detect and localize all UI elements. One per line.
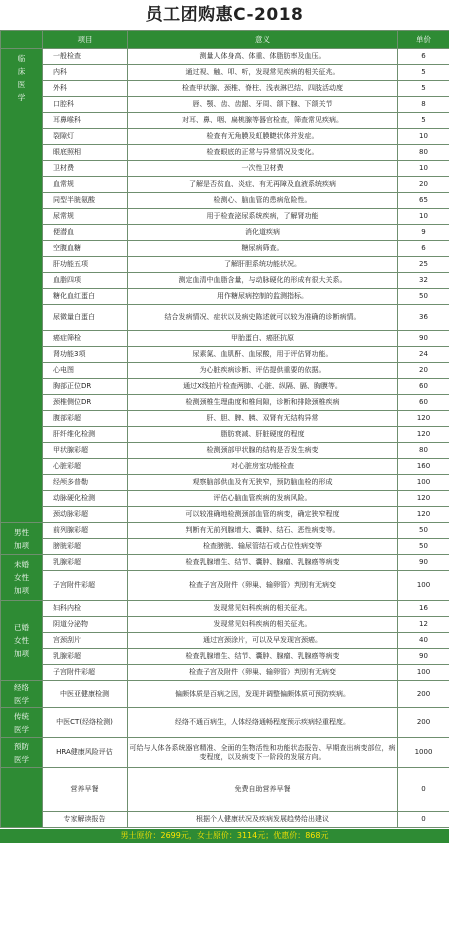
table-row bbox=[1, 443, 449, 459]
price-cell: 36 bbox=[398, 305, 449, 331]
item-cell: 内科 bbox=[43, 65, 128, 81]
meaning-cell: 检测颈椎生理曲度和椎间隙，诊断和排除颈椎疾病 bbox=[128, 395, 398, 411]
category-cell bbox=[1, 768, 43, 828]
table-row bbox=[1, 665, 449, 681]
table-row bbox=[1, 193, 449, 209]
price-cell: 200 bbox=[398, 708, 449, 738]
table-row bbox=[1, 459, 449, 475]
table-row bbox=[1, 379, 449, 395]
price-cell: 100 bbox=[398, 665, 449, 681]
meaning-cell: 了解是否贫血、炎症、有无再障及血液系统疾病 bbox=[128, 177, 398, 193]
category-cell: 已婚 女性 加项 bbox=[1, 601, 43, 681]
table-row bbox=[1, 475, 449, 491]
meaning-cell: 尿素氮、血肌酐、血尿酸，用于评估肾功能。 bbox=[128, 347, 398, 363]
table-row bbox=[1, 555, 449, 571]
price-cell: 40 bbox=[398, 633, 449, 649]
meaning-cell: 对心脏房室功能检查 bbox=[128, 459, 398, 475]
header-price: 单价 bbox=[398, 31, 449, 49]
meaning-cell: 检测颈部甲状腺的结构是否发生病变 bbox=[128, 443, 398, 459]
item-cell: 乳腺彩超 bbox=[43, 555, 128, 571]
price-cell: 50 bbox=[398, 289, 449, 305]
item-cell: 肝纤维化检测 bbox=[43, 427, 128, 443]
item-cell: 裂隙灯 bbox=[43, 129, 128, 145]
meaning-cell: 通过视、触、叩、听，发现常见疾病的相关征兆。 bbox=[128, 65, 398, 81]
price-table bbox=[0, 30, 449, 828]
category-cell: 传统 医学 bbox=[1, 708, 43, 738]
item-cell: 甲状腺彩超 bbox=[43, 443, 128, 459]
item-cell: 子宫附件彩超 bbox=[43, 665, 128, 681]
price-cell: 25 bbox=[398, 257, 449, 273]
table-row bbox=[1, 768, 449, 812]
item-cell: 口腔科 bbox=[43, 97, 128, 113]
item-cell: 乳腺彩超 bbox=[43, 649, 128, 665]
meaning-cell: 检查有无角膜及虹膜睫状体并发症。 bbox=[128, 129, 398, 145]
price-cell: 6 bbox=[398, 241, 449, 257]
meaning-cell: 了解肝胆系统功能状况。 bbox=[128, 257, 398, 273]
price-cell: 5 bbox=[398, 65, 449, 81]
meaning-cell: 糖尿病筛查。 bbox=[128, 241, 398, 257]
meaning-cell: 通过宫颈涂片，可以及早发现宫颈癌。 bbox=[128, 633, 398, 649]
item-cell: 膀胱彩超 bbox=[43, 539, 128, 555]
meaning-cell: 对耳、鼻、咽、扁桃腺等器官检查，筛查常见疾病。 bbox=[128, 113, 398, 129]
price-cell: 80 bbox=[398, 443, 449, 459]
price-cell: 120 bbox=[398, 427, 449, 443]
meaning-cell: 消化道疾病 bbox=[128, 225, 398, 241]
table-row bbox=[1, 571, 449, 601]
price-summary: 男士原价：2699元，女士原价：3114元；优惠价：868元 bbox=[0, 829, 449, 843]
item-cell: 尿微量白蛋白 bbox=[43, 305, 128, 331]
item-cell: 便潜血 bbox=[43, 225, 128, 241]
item-cell: 耳鼻喉科 bbox=[43, 113, 128, 129]
price-cell: 32 bbox=[398, 273, 449, 289]
table-row bbox=[1, 633, 449, 649]
table-row bbox=[1, 601, 449, 617]
table-row bbox=[1, 113, 449, 129]
meaning-cell: 为心脏疾病诊断、评估提供重要的依据。 bbox=[128, 363, 398, 379]
price-cell: 0 bbox=[398, 768, 449, 812]
price-cell: 60 bbox=[398, 379, 449, 395]
header-category bbox=[1, 31, 43, 49]
table-row bbox=[1, 65, 449, 81]
meaning-cell: 检测心、脑血管的患病危险性。 bbox=[128, 193, 398, 209]
table-row bbox=[1, 241, 449, 257]
table-row bbox=[1, 395, 449, 411]
price-cell: 0 bbox=[398, 812, 449, 828]
price-cell: 60 bbox=[398, 395, 449, 411]
item-cell: 眼底照相 bbox=[43, 145, 128, 161]
table-row bbox=[1, 145, 449, 161]
price-cell: 65 bbox=[398, 193, 449, 209]
meaning-cell: 检查膀胱、输尿管结石或占位性病变等 bbox=[128, 539, 398, 555]
table-row bbox=[1, 427, 449, 443]
price-cell: 90 bbox=[398, 555, 449, 571]
table-row bbox=[1, 738, 449, 768]
meaning-cell: 检查乳腺增生、结节、囊肿、腺瘤、乳腺癌等病变 bbox=[128, 649, 398, 665]
table-row bbox=[1, 523, 449, 539]
page-title: 员工团购惠C-2018 bbox=[145, 5, 304, 25]
price-cell: 80 bbox=[398, 145, 449, 161]
price-cell: 10 bbox=[398, 209, 449, 225]
item-cell: 中医亚健康检测 bbox=[43, 681, 128, 708]
table-row bbox=[1, 49, 449, 65]
item-cell: 同型半胱氨酸 bbox=[43, 193, 128, 209]
meaning-cell: 观察脑部供血及有无狭窄，预防脑血栓的形成 bbox=[128, 475, 398, 491]
meaning-cell: 检查乳腺增生、结节、囊肿、腺瘤、乳腺癌等病变 bbox=[128, 555, 398, 571]
price-cell: 120 bbox=[398, 507, 449, 523]
meaning-cell: 可以较准确地检测颈部血管的病变，确定狭窄程度 bbox=[128, 507, 398, 523]
table-header-row bbox=[1, 31, 449, 49]
table-row bbox=[1, 257, 449, 273]
item-cell: 一般检查 bbox=[43, 49, 128, 65]
item-cell: HRA健康风险评估 bbox=[43, 738, 128, 768]
item-cell: 外科 bbox=[43, 81, 128, 97]
price-cell: 120 bbox=[398, 411, 449, 427]
meaning-cell: 用于检查泌尿系统疾病，了解肾功能 bbox=[128, 209, 398, 225]
table-row bbox=[1, 363, 449, 379]
table-row bbox=[1, 411, 449, 427]
item-cell: 心电图 bbox=[43, 363, 128, 379]
meaning-cell: 一次性卫材费 bbox=[128, 161, 398, 177]
header-item: 项目 bbox=[43, 31, 128, 49]
price-cell: 100 bbox=[398, 571, 449, 601]
price-cell: 5 bbox=[398, 113, 449, 129]
price-cell: 1000 bbox=[398, 738, 449, 768]
price-cell: 10 bbox=[398, 161, 449, 177]
table-row bbox=[1, 273, 449, 289]
price-cell: 5 bbox=[398, 81, 449, 97]
table-row bbox=[1, 209, 449, 225]
table-row bbox=[1, 177, 449, 193]
meaning-cell: 脂肪衰减、肝脏硬度的程度 bbox=[128, 427, 398, 443]
item-cell: 肾功能3项 bbox=[43, 347, 128, 363]
meaning-cell: 检查甲状腺、颈椎、脊柱、浅表淋巴结、四肢活动度 bbox=[128, 81, 398, 97]
meaning-cell: 结合发病情况、症状以及病史陈述就可以较为准确的诊断病情。 bbox=[128, 305, 398, 331]
meaning-cell: 检查眼底的正常与异常情况及变化。 bbox=[128, 145, 398, 161]
item-cell: 糖化血红蛋白 bbox=[43, 289, 128, 305]
item-cell: 营养早餐 bbox=[43, 768, 128, 812]
item-cell: 心脏彩超 bbox=[43, 459, 128, 475]
item-cell: 空腹血糖 bbox=[43, 241, 128, 257]
item-cell: 癌症筛检 bbox=[43, 331, 128, 347]
item-cell: 肝功能五项 bbox=[43, 257, 128, 273]
table-row bbox=[1, 491, 449, 507]
category-cell: 预防 医学 bbox=[1, 738, 43, 768]
category-cell: 男性 加项 bbox=[1, 523, 43, 555]
meaning-cell: 肝、胆、脾、胰、双肾有无结构异常 bbox=[128, 411, 398, 427]
meaning-cell: 可给与人体各系统器官精准、全面的生物活性和功能状态报告、早期查出病变部位，病变程度，以及病变下一阶段的发展方向。 bbox=[128, 738, 398, 768]
price-cell: 120 bbox=[398, 491, 449, 507]
item-cell: 中医CT(经络检测) bbox=[43, 708, 128, 738]
meaning-cell: 测定血清中血脂含量，与动脉硬化的形成有很大关系。 bbox=[128, 273, 398, 289]
price-cell: 160 bbox=[398, 459, 449, 475]
table-row bbox=[1, 305, 449, 331]
meaning-cell: 免费自助营养早餐 bbox=[128, 768, 398, 812]
table-row bbox=[1, 507, 449, 523]
meaning-cell: 甲胎蛋白、癌胚抗原 bbox=[128, 331, 398, 347]
item-cell: 子宫附件彩超 bbox=[43, 571, 128, 601]
table-row bbox=[1, 539, 449, 555]
table-row bbox=[1, 812, 449, 828]
price-cell: 12 bbox=[398, 617, 449, 633]
price-cell: 24 bbox=[398, 347, 449, 363]
item-cell: 颈动脉彩超 bbox=[43, 507, 128, 523]
price-cell: 200 bbox=[398, 681, 449, 708]
item-cell: 血常规 bbox=[43, 177, 128, 193]
item-cell: 阴道分泌物 bbox=[43, 617, 128, 633]
table-row bbox=[1, 347, 449, 363]
price-cell: 90 bbox=[398, 649, 449, 665]
price-cell: 50 bbox=[398, 523, 449, 539]
table-row bbox=[1, 225, 449, 241]
meaning-cell: 测量人体身高、体重、体脂肪率及血压。 bbox=[128, 49, 398, 65]
price-cell: 50 bbox=[398, 539, 449, 555]
item-cell: 妇科内检 bbox=[43, 601, 128, 617]
item-cell: 腹部彩超 bbox=[43, 411, 128, 427]
table-row bbox=[1, 617, 449, 633]
item-cell: 颈椎侧位DR bbox=[43, 395, 128, 411]
table-row bbox=[1, 81, 449, 97]
table-row bbox=[1, 708, 449, 738]
item-cell: 前列腺彩超 bbox=[43, 523, 128, 539]
price-cell: 20 bbox=[398, 363, 449, 379]
meaning-cell: 根据个人健康状况及疾病发展趋势给出建议 bbox=[128, 812, 398, 828]
category-cell: 未婚 女性 加项 bbox=[1, 555, 43, 601]
meaning-cell: 判断有无前列腺增大、囊肿、结石、恶性病变等。 bbox=[128, 523, 398, 539]
price-cell: 9 bbox=[398, 225, 449, 241]
meaning-cell: 唇、颚、齿、齿龈、牙周、颌下腺、下颌关节 bbox=[128, 97, 398, 113]
table-row bbox=[1, 161, 449, 177]
meaning-cell: 通过X线拍片检查两肺、心脏、纵隔、膈、胸膜等。 bbox=[128, 379, 398, 395]
header-meaning: 意义 bbox=[128, 31, 398, 49]
item-cell: 尿常规 bbox=[43, 209, 128, 225]
price-cell: 100 bbox=[398, 475, 449, 491]
price-cell: 6 bbox=[398, 49, 449, 65]
table-row bbox=[1, 97, 449, 113]
item-cell: 宫颈刮片 bbox=[43, 633, 128, 649]
meaning-cell: 检查子宫及附件（卵巢、输卵管）判别有无病变 bbox=[128, 665, 398, 681]
table-row bbox=[1, 129, 449, 145]
table-row bbox=[1, 331, 449, 347]
meaning-cell: 评估心脑血管疾病的发病风险。 bbox=[128, 491, 398, 507]
item-cell: 专家解读报告 bbox=[43, 812, 128, 828]
price-cell: 8 bbox=[398, 97, 449, 113]
item-cell: 胸部正位DR bbox=[43, 379, 128, 395]
meaning-cell: 用作糖尿病控制的监测指标。 bbox=[128, 289, 398, 305]
meaning-cell: 经络不通百病生，人体经络通畅程度预示疾病轻重程度。 bbox=[128, 708, 398, 738]
meaning-cell: 发现常见妇科疾病的相关征兆。 bbox=[128, 617, 398, 633]
item-cell: 卫材费 bbox=[43, 161, 128, 177]
meaning-cell: 偏颇体质是百病之因，发现并调整偏颇体质可预防疾病。 bbox=[128, 681, 398, 708]
meaning-cell: 发现常见妇科疾病的相关征兆。 bbox=[128, 601, 398, 617]
price-cell: 16 bbox=[398, 601, 449, 617]
table-row bbox=[1, 649, 449, 665]
item-cell: 动脉硬化检测 bbox=[43, 491, 128, 507]
meaning-cell: 检查子宫及附件（卵巢、输卵管）判别有无病变 bbox=[128, 571, 398, 601]
price-cell: 10 bbox=[398, 129, 449, 145]
category-cell: 临 床 医 学 bbox=[1, 49, 43, 523]
category-cell: 经络 医学 bbox=[1, 681, 43, 708]
price-cell: 90 bbox=[398, 331, 449, 347]
table-row bbox=[1, 681, 449, 708]
item-cell: 经颅多普勒 bbox=[43, 475, 128, 491]
price-cell: 20 bbox=[398, 177, 449, 193]
item-cell: 血脂四项 bbox=[43, 273, 128, 289]
table-row bbox=[1, 289, 449, 305]
